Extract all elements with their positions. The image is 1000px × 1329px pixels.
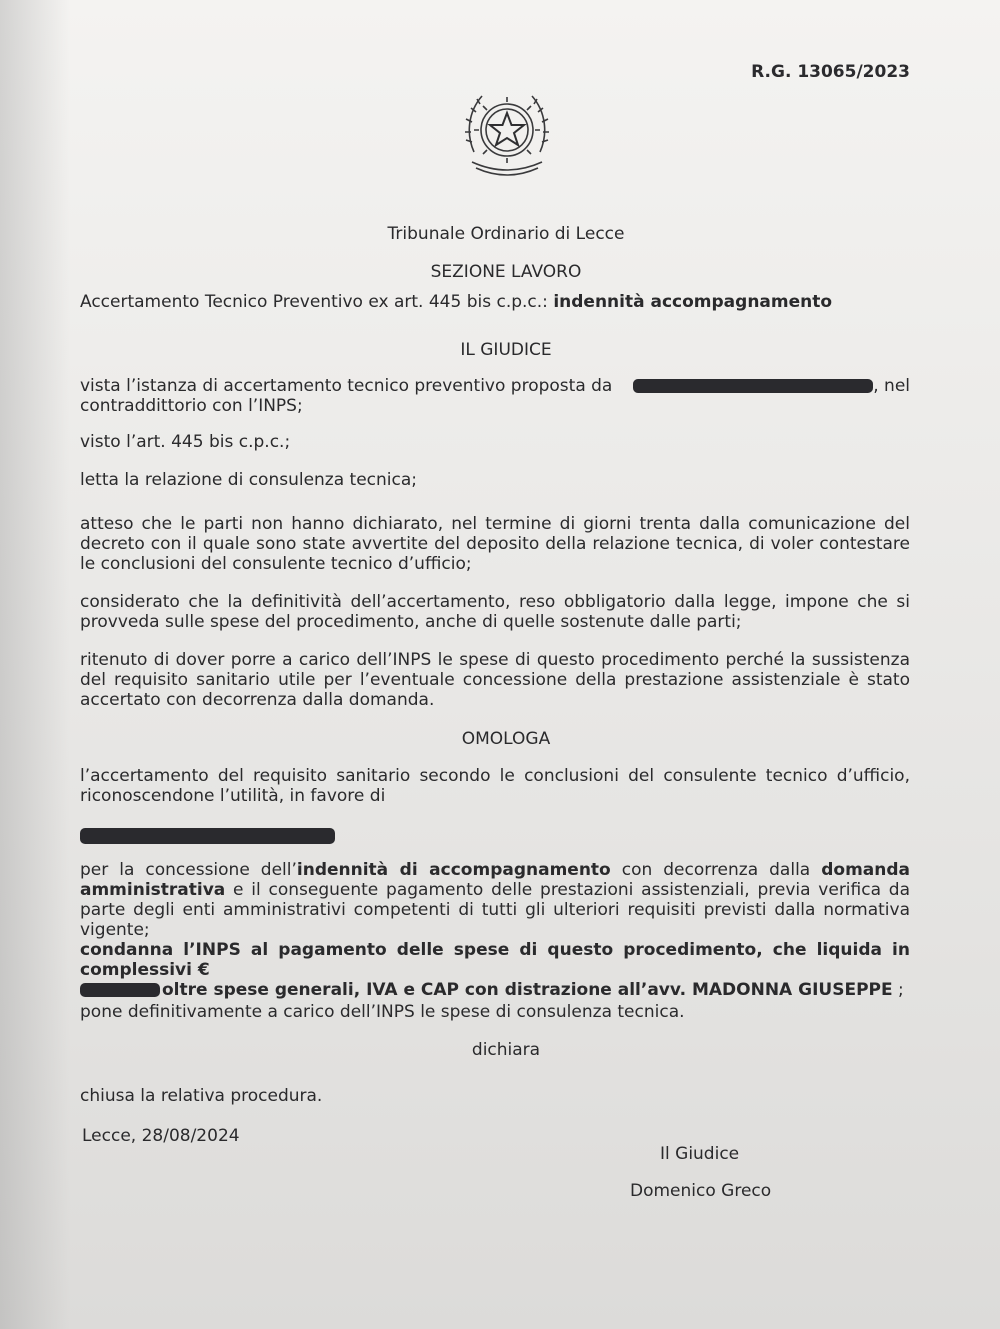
procedure-title (80, 292, 840, 312)
paragraph-istanza (80, 376, 910, 416)
place-date: Lecce, 28/08/2024 (82, 1126, 240, 1146)
paragraph-pone: pone definitivamente a carico dell’INPS le spese di consulenza tecnica. (80, 1002, 685, 1022)
judge-heading: IL GIUDICE (460, 340, 552, 360)
paragraph-concessione: per la concessione dell’indennità di accompagnamento con decorrenza dalla domanda amministrativa e il conseguente pagamento delle prestazioni assistenziali, previa verifica da parte degli enti amministrativi competenti di tutti gli ulteriori requisiti previsti dalla normativa vigente; (80, 860, 910, 940)
paragraph-ritenuto: ritenuto di dover porre a carico dell’INPS le spese di questo procedimento perché la sussistenza del requisito sanitario utile per l’eventuale concessione della prestazione assistenziale è stato accertato con decorrenza dalla domanda. (80, 650, 910, 710)
istanza-nel: , nel (873, 376, 910, 396)
case-number: R.G. 13065/2023 (751, 62, 910, 82)
redacted-applicant-name (633, 379, 873, 393)
paragraph-chiusa: chiusa la relativa procedura. (80, 1086, 323, 1106)
court-name: Tribunale Ordinario di Lecce (387, 224, 625, 244)
dichiara-heading: dichiara (471, 1040, 541, 1060)
omologa-heading: OMOLOGA (461, 729, 551, 749)
istanza-text: vista l’istanza di accertamento tecnico preventivo proposta da (80, 376, 613, 396)
paragraph-visto: visto l’art. 445 bis c.p.c.; (80, 432, 291, 452)
page-shadow (0, 0, 70, 1329)
decorrenza: domanda amministrativa (80, 860, 910, 900)
paragraph-letta: letta la relazione di consulenza tecnica; (80, 470, 418, 490)
judge-name: Domenico Greco (630, 1181, 772, 1201)
judge-title: Il Giudice (660, 1144, 740, 1164)
redacted-amount (80, 983, 160, 997)
condanna-text: condanna l’INPS al pagamento delle spese di questo procedimento, che liquida in complessivi € (80, 940, 910, 980)
paragraph-considerato: considerato che la definitività dell’accertamento, reso obbligatorio dalla legge, impone che si provveda sulle spese del procedimento, anche di quelle sostenute dalle parti; (80, 592, 910, 632)
procedure-prefix: Accertamento Tecnico Preventivo ex art. 445 bis c.p.c.: (80, 292, 554, 312)
benefit-type: indennità di accompagnamento (296, 860, 611, 880)
italian-republic-emblem-icon (462, 82, 552, 182)
procedure-subject: indennità accompagnamento (553, 292, 833, 312)
court-section: SEZIONE LAVORO (430, 262, 582, 282)
paragraph-accertamento: l’accertamento del requisito sanitario secondo le conclusioni del consulente tecnico d’ufficio, riconoscendone l’utilità, in favore di (80, 766, 910, 806)
paragraph-atteso: atteso che le parti non hanno dichiarato, nel termine di giorni trenta dalla comunicazione del decreto con il quale sono state avvertite del deposito della relazione tecnica, di voler contestare le conclusioni del consulente tecnico d’ufficio; (80, 514, 910, 574)
redacted-beneficiary (80, 828, 335, 844)
istanza-contraddittorio: contraddittorio con l’INPS; (80, 396, 303, 416)
paragraph-condanna: condanna l’INPS al pagamento delle spese di questo procedimento, che liquida in complessivi € oltre spese generali, IVA e CAP con distrazione all’avv. MADONNA GIUSEPPE ; (80, 940, 910, 1000)
condanna-spese: oltre spese generali, IVA e CAP con distrazione all’avv. MADONNA GIUSEPPE (162, 980, 893, 1000)
